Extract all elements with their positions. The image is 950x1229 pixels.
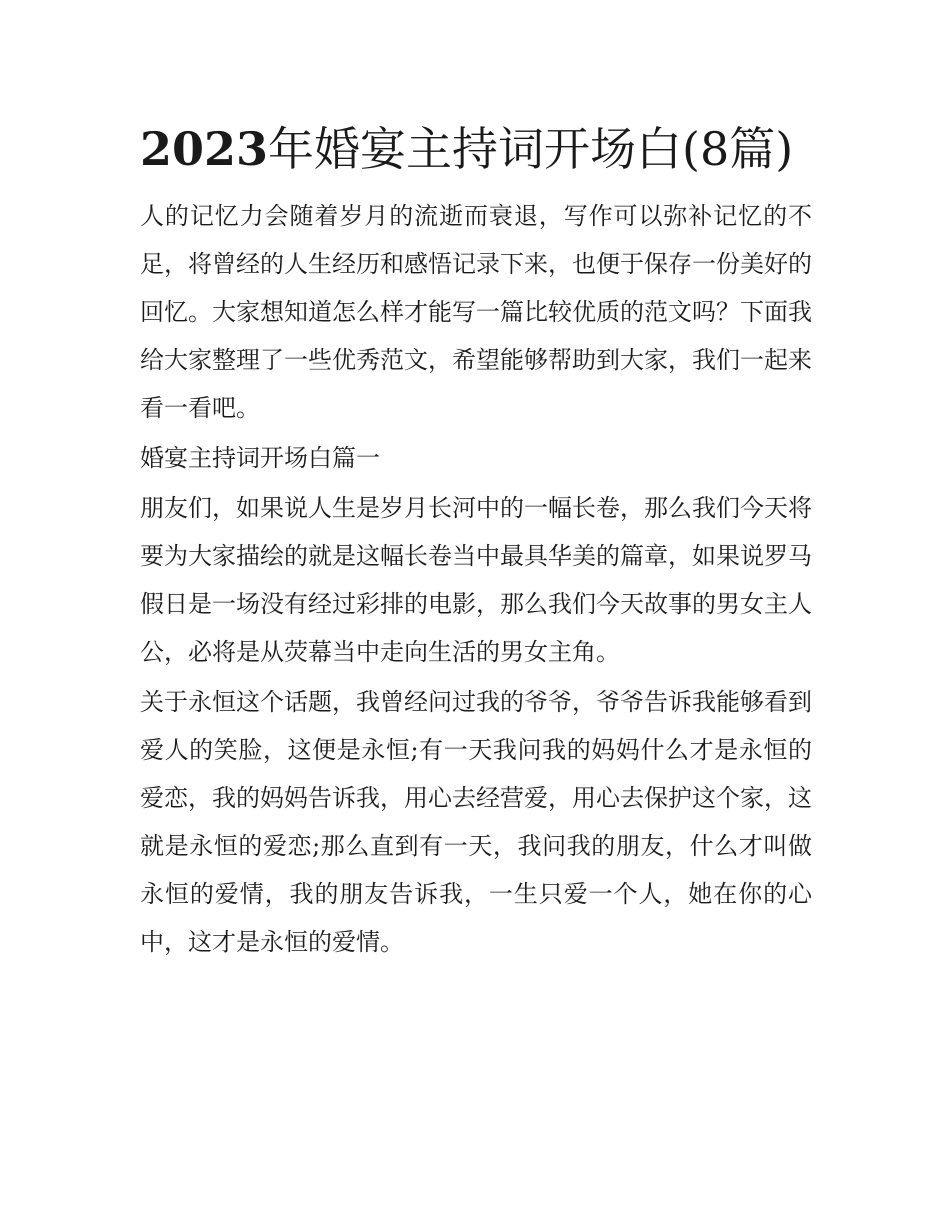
body-paragraph-2: 关于永恒这个话题，我曾经问过我的爷爷，爷爷告诉我能够看到爱人的笑脸，这便是永恒;有一天我问我的妈妈什么才是永恒的爱恋，我的妈妈告诉我，用心去经营爱，用心去保护这个家，这就是永恒的爱恋;那么直到有一天，我问我的朋友，什么才叫做永恒的爱情，我的朋友告诉我，一生只爱一个人，她在你的心中，这才是永恒的爱情。	[140, 688, 812, 956]
body-paragraph-1: 朋友们，如果说人生是岁月长河中的一幅长卷，那么我们今天将要为大家描绘的就是这幅长卷当中最具华美的篇章，如果说罗马假日是一场没有经过彩排的电影，那么我们今天故事的男女主人公，必将是从荧幕当中走向生活的男女主角。	[140, 494, 812, 666]
document-title	[140, 118, 812, 180]
title-year: 2023	[140, 122, 269, 176]
intro-paragraph: 人的记忆力会随着岁月的流逝而衰退，写作可以弥补记忆的不足，将曾经的人生经历和感悟记录下来，也便于保存一份美好的回忆。大家想知道怎么样才能写一篇比较优质的范文吗？下面我给大家整理了一些优秀范文，希望能够帮助到大家，我们一起来看一看吧。	[140, 202, 812, 422]
title-text: 年婚宴主持词开场白(8篇)	[268, 122, 794, 176]
section-heading: 婚宴主持词开场白篇一	[140, 444, 380, 472]
document-page	[140, 118, 812, 966]
